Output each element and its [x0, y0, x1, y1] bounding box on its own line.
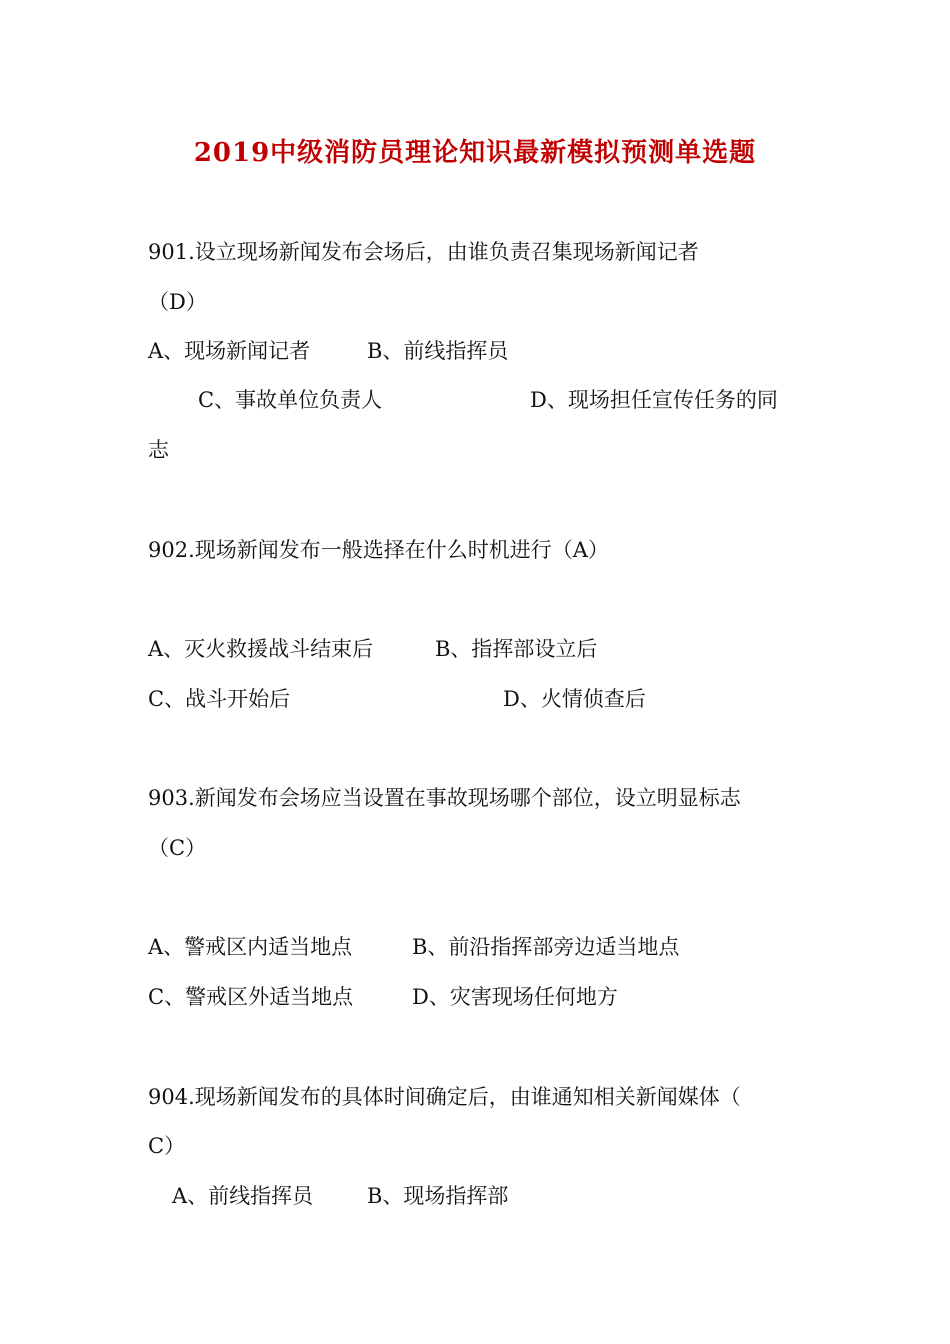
question-901-option-c: C、事故单位负责人	[198, 388, 383, 412]
question-904-answer: C）	[148, 1134, 186, 1158]
question-903-option-b: B、前沿指挥部旁边适当地点	[412, 935, 680, 959]
question-903-option-c: C、警戒区外适当地点	[148, 985, 354, 1009]
question-904-option-b: B、现场指挥部	[367, 1184, 509, 1208]
question-902-option-a: A、灭火救援战斗结束后	[148, 637, 374, 661]
document-title: 2019中级消防员理论知识最新模拟预测单选题	[193, 138, 757, 168]
question-901-option-b: B、前线指挥员	[367, 339, 509, 363]
question-903-option-a: A、警戒区内适当地点	[148, 935, 353, 959]
question-902-option-d: D、火情侦查后	[503, 687, 646, 711]
question-901-answer: （D）	[148, 290, 207, 314]
question-901-option-d-continued: 志	[148, 438, 169, 462]
question-903-stem: 903.新闻发布会场应当设置在事故现场哪个部位，设立明显标志	[148, 786, 741, 810]
question-903-option-d: D、灾害现场任何地方	[412, 985, 618, 1009]
question-904-option-a: A、前线指挥员	[172, 1184, 314, 1208]
question-902-option-c: C、战斗开始后	[148, 687, 291, 711]
question-901-option-a: A、现场新闻记者	[148, 339, 311, 363]
question-903-answer: （C）	[148, 836, 207, 860]
question-904-stem: 904.现场新闻发布的具体时间确定后，由谁通知相关新闻媒体（	[148, 1085, 741, 1109]
question-901-option-d: D、现场担任宣传任务的同	[530, 388, 778, 412]
question-901-stem: 901.设立现场新闻发布会场后，由谁负责召集现场新闻记者	[148, 240, 699, 264]
question-902-option-b: B、指挥部设立后	[435, 637, 598, 661]
question-902-stem: 902.现场新闻发布一般选择在什么时机进行（A）	[148, 538, 609, 562]
